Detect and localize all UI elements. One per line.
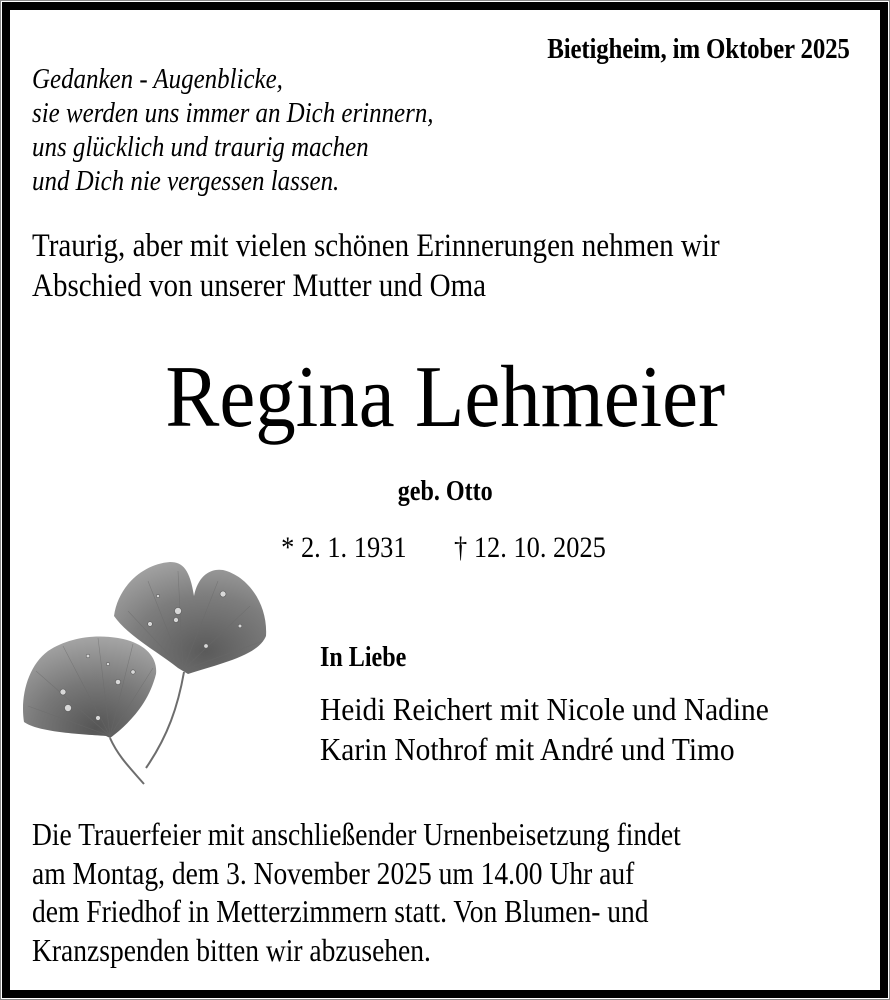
poem xyxy=(32,62,434,198)
maiden-name xyxy=(0,476,890,508)
deceased-name-text: Regina Lehmeier xyxy=(165,349,725,446)
mourners-list xyxy=(320,689,769,769)
maiden-name-text: geb. Otto xyxy=(397,476,493,507)
place-date: Bietigheim, im Oktober 2025 xyxy=(547,33,850,65)
ginkgo-leaves-icon xyxy=(18,556,273,788)
poem-line: sie werden uns immer an Dich erinnern, xyxy=(32,97,434,129)
mourner-line: Heidi Reichert mit Nicole und Nadine xyxy=(320,691,769,727)
funeral-line: am Montag, dem 3. November 2025 um 14.00 Uhr auf xyxy=(32,854,635,891)
life-dates-row xyxy=(281,531,606,565)
deceased-name xyxy=(0,348,890,448)
intro-line: Abschied von unserer Mutter und Oma xyxy=(32,268,487,304)
mourners-title: In Liebe xyxy=(320,642,407,673)
poem-line: uns glücklich und traurig machen xyxy=(32,131,369,163)
funeral-line: dem Friedhof in Metterzimmern statt. Von Blumen- und xyxy=(32,893,649,929)
intro-line: Traurig, aber mit vielen schönen Erinnerungen nehmen wir xyxy=(32,228,720,264)
funeral-info xyxy=(32,815,681,969)
death-date: † 12. 10. 2025 xyxy=(453,531,606,564)
funeral-line: Kranzspenden bitten wir abzusehen. xyxy=(32,931,431,968)
poem-line: Gedanken - Augenblicke, xyxy=(32,63,283,95)
mourner-line: Karin Nothrof mit André und Timo xyxy=(320,731,735,767)
intro-text xyxy=(32,226,720,306)
poem-line: und Dich nie vergessen lassen. xyxy=(32,165,340,197)
funeral-line: Die Trauerfeier mit anschließender Urnenbeisetzung findet xyxy=(32,816,681,852)
birth-date: * 2. 1. 1931 xyxy=(280,531,407,564)
